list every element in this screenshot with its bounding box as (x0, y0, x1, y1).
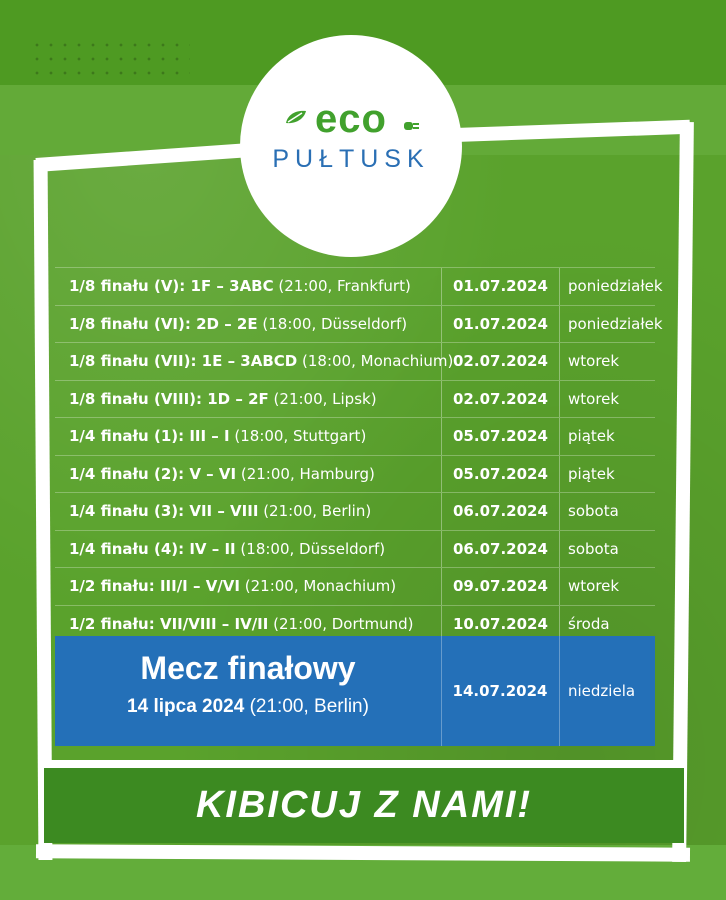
match-cell: 1/4 finału (4): IV – II (18:00, Düsseldorf) (69, 539, 386, 558)
date-cell: 09.07.2024 (453, 577, 548, 596)
match-cell: 1/8 finału (VI): 2D – 2E (18:00, Düsseldorf) (69, 314, 408, 333)
final-title: Mecz finałowy (140, 650, 356, 686)
match-cell: 1/8 finału (V): 1F – 3ABC (21:00, Frankfurt) (69, 277, 411, 296)
table-row (55, 267, 663, 306)
final-day: niedziela (568, 682, 636, 700)
day-cell: wtorek (568, 577, 620, 596)
day-cell: piątek (568, 427, 615, 446)
slogan-bar (44, 768, 684, 843)
date-cell: 01.07.2024 (453, 277, 548, 296)
table-row (55, 531, 655, 569)
match-cell: 1/4 finału (3): VII – VIII (21:00, Berlin) (69, 502, 372, 521)
table-row (55, 343, 655, 381)
table-row (55, 306, 663, 344)
date-cell: 05.07.2024 (453, 464, 548, 483)
date-cell: 02.07.2024 (453, 352, 548, 371)
table-row (55, 381, 655, 419)
day-cell: wtorek (568, 352, 620, 371)
date-cell: 06.07.2024 (453, 502, 548, 521)
date-cell: 10.07.2024 (453, 614, 548, 633)
date-cell: 01.07.2024 (453, 314, 548, 333)
date-cell: 02.07.2024 (453, 389, 548, 408)
final-subtitle: 14 lipca 2024 (21:00, Berlin) (127, 696, 369, 717)
day-cell: środa (568, 614, 610, 633)
table-row (55, 418, 655, 456)
date-cell: 05.07.2024 (453, 427, 548, 446)
slogan-text: KIBICUJ Z NAMI! (195, 784, 533, 826)
match-cell: 1/2 finału: VII/VIII – IV/II (21:00, Dortmund) (69, 614, 414, 633)
day-cell: poniedziałek (568, 314, 663, 333)
table-row (55, 568, 655, 606)
match-cell: 1/4 finału (1): III – I (18:00, Stuttgart) (69, 427, 367, 446)
match-cell: 1/4 finału (2): V – VI (21:00, Hamburg) (69, 464, 375, 483)
final-date: 14.07.2024 (452, 682, 548, 700)
match-cell: 1/2 finału: III/I – V/VI (21:00, Monachium) (69, 577, 397, 596)
day-cell: wtorek (568, 389, 620, 408)
table-row (55, 493, 655, 531)
day-cell: sobota (568, 539, 619, 558)
logo (240, 35, 462, 257)
schedule-table (55, 267, 663, 643)
match-cell: 1/8 finału (VII): 1E – 3ABCD (18:00, Monachium) (69, 352, 454, 371)
plug-icon (402, 119, 420, 133)
day-cell: poniedziałek (568, 277, 663, 296)
date-cell: 06.07.2024 (453, 539, 548, 558)
logo-eco-text: eco (315, 97, 387, 141)
day-cell: sobota (568, 502, 619, 521)
dot-pattern (30, 38, 190, 82)
match-cell: 1/8 finału (VIII): 1D – 2F (21:00, Lipsk) (69, 389, 377, 408)
day-cell: piątek (568, 464, 615, 483)
final-match-row (55, 636, 655, 746)
table-row (55, 456, 655, 494)
logo-city-text: PUŁTUSK (272, 145, 430, 173)
